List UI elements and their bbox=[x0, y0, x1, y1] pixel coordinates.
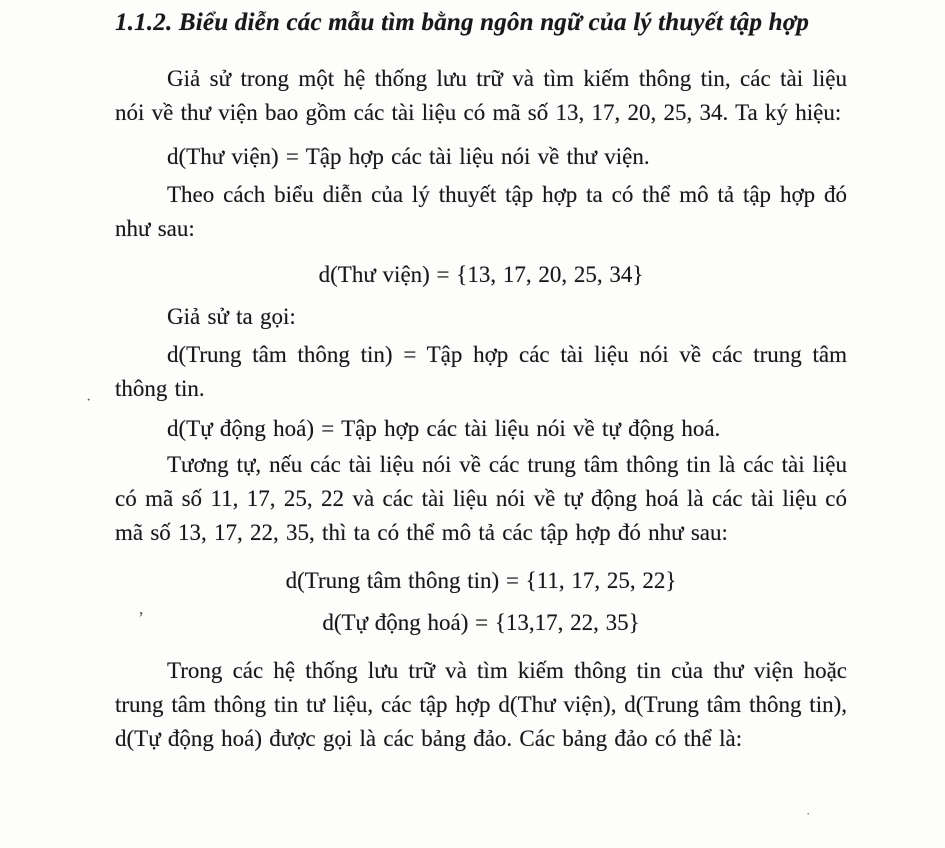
section-heading: 1.1.2. Biểu diễn các mẫu tìm bằng ngôn ngữ của lý thuyết tập hợp bbox=[115, 9, 810, 36]
scan-artifact-dot: · bbox=[86, 392, 92, 409]
paragraph-intro: Giả sử trong một hệ thống lưu trữ và tìm kiếm thông tin, các tài liệu nói về thư viện bao gồm các tài liệu có mã số 13, 17, 20, 25, 34. Ta ký hiệu: bbox=[115, 66, 847, 125]
formula-automation-set: d(Tự động hoá) = {13,17, 22, 35} bbox=[322, 610, 640, 635]
paragraph-set-theory: Theo cách biểu diễn của lý thuyết tập hợp ta có thể mô tả tập hợp đó như sau: bbox=[115, 182, 847, 241]
scan-artifact-apostrophe: ’ bbox=[138, 608, 144, 628]
formula-info-center-set: d(Trung tâm thông tin) = {11, 17, 25, 22} bbox=[285, 568, 677, 593]
scan-artifact-speck: · bbox=[806, 806, 811, 821]
definition-library: d(Thư viện) = Tập hợp các tài liệu nói về thư viện. bbox=[167, 144, 650, 169]
paragraph-inverted-files: Trong các hệ thống lưu trữ và tìm kiếm thông tin của thư viện hoặc trung tâm thông tin tư liệu, các tập hợp d(Thư viện), d(Trung tâm thông tin), d(Tự động hoá) được gọi là các bảng đảo. Các bảng đảo có thể là: bbox=[115, 658, 847, 751]
definition-automation: d(Tự động hoá) = Tập hợp các tài liệu nói về tự động hoá. bbox=[167, 416, 721, 441]
paragraph-assume: Giả sử ta gọi: bbox=[167, 304, 296, 329]
paragraph-similar: Tương tự, nếu các tài liệu nói về các trung tâm thông tin là các tài liệu có mã số 11, 17, 25, 22 và các tài liệu nói về tự động hoá là các tài liệu có mã số 13, 17, 22, 35, thì ta có thể mô tả các tập hợp đó như sau: bbox=[115, 452, 847, 545]
definition-info-center: d(Trung tâm thông tin) = Tập hợp các tài liệu nói về các trung tâm thông tin. bbox=[115, 342, 847, 401]
formula-library-set: d(Thư viện) = {13, 17, 20, 25, 34} bbox=[318, 262, 644, 287]
